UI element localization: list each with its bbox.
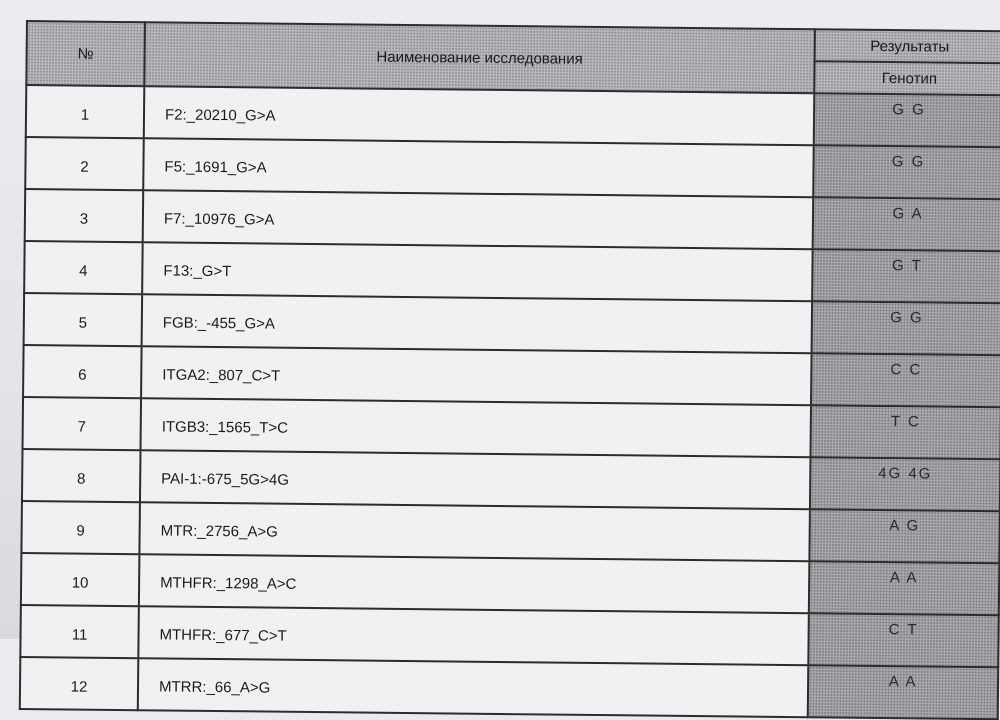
table-body	[20, 85, 1000, 719]
row-genotype: C T	[808, 613, 999, 667]
row-test-name: ITGB3:_1565_T>C	[141, 398, 812, 457]
row-number: 10	[21, 553, 140, 606]
row-number: 2	[25, 137, 144, 190]
row-number: 1	[26, 85, 145, 138]
row-number: 7	[23, 397, 142, 450]
row-test-name: MTR:_2756_A>G	[139, 502, 810, 561]
row-genotype: A A	[809, 561, 1000, 615]
row-test-name: F13:_G>T	[142, 242, 813, 301]
row-genotype: G G	[812, 301, 1000, 355]
column-header-number: №	[26, 21, 145, 86]
column-header-genotype: Генотип	[814, 61, 1000, 95]
table-header-row	[27, 21, 1000, 63]
column-header-results: Результаты	[815, 29, 1000, 63]
row-genotype: T C	[810, 405, 1000, 459]
row-number: 5	[24, 293, 143, 346]
row-number: 11	[20, 605, 139, 658]
table-row	[20, 657, 998, 719]
row-test-name: MTRR:_66_A>G	[138, 658, 809, 717]
row-genotype: G G	[813, 145, 1000, 199]
row-number: 9	[21, 501, 140, 554]
genotype-results-table	[19, 20, 1000, 720]
row-test-name: F2:_20210_G>A	[144, 86, 815, 145]
row-genotype: A G	[809, 509, 1000, 563]
row-genotype: 4G 4G	[810, 457, 1000, 511]
row-number: 4	[24, 241, 143, 294]
row-genotype: G G	[814, 93, 1000, 147]
row-test-name: MTHFR:_677_C>T	[138, 606, 809, 665]
row-test-name: PAI-1:-675_5G>4G	[140, 450, 811, 509]
row-test-name: FGB:_-455_G>A	[142, 294, 813, 353]
row-test-name: F5:_1691_G>A	[143, 138, 814, 197]
row-number: 3	[25, 189, 144, 242]
row-number: 6	[23, 345, 142, 398]
row-number: 8	[22, 449, 141, 502]
row-genotype: A A	[808, 665, 999, 719]
row-test-name: ITGA2:_807_C>T	[141, 346, 812, 405]
row-genotype: G T	[812, 249, 1000, 303]
row-test-name: MTHFR:_1298_A>C	[139, 554, 810, 613]
row-test-name: F7:_10976_G>A	[143, 190, 814, 249]
row-genotype: C C	[811, 353, 1000, 407]
row-number: 12	[20, 657, 139, 710]
column-header-test-name: Наименование исследования	[144, 22, 815, 93]
row-genotype: G A	[813, 197, 1000, 251]
